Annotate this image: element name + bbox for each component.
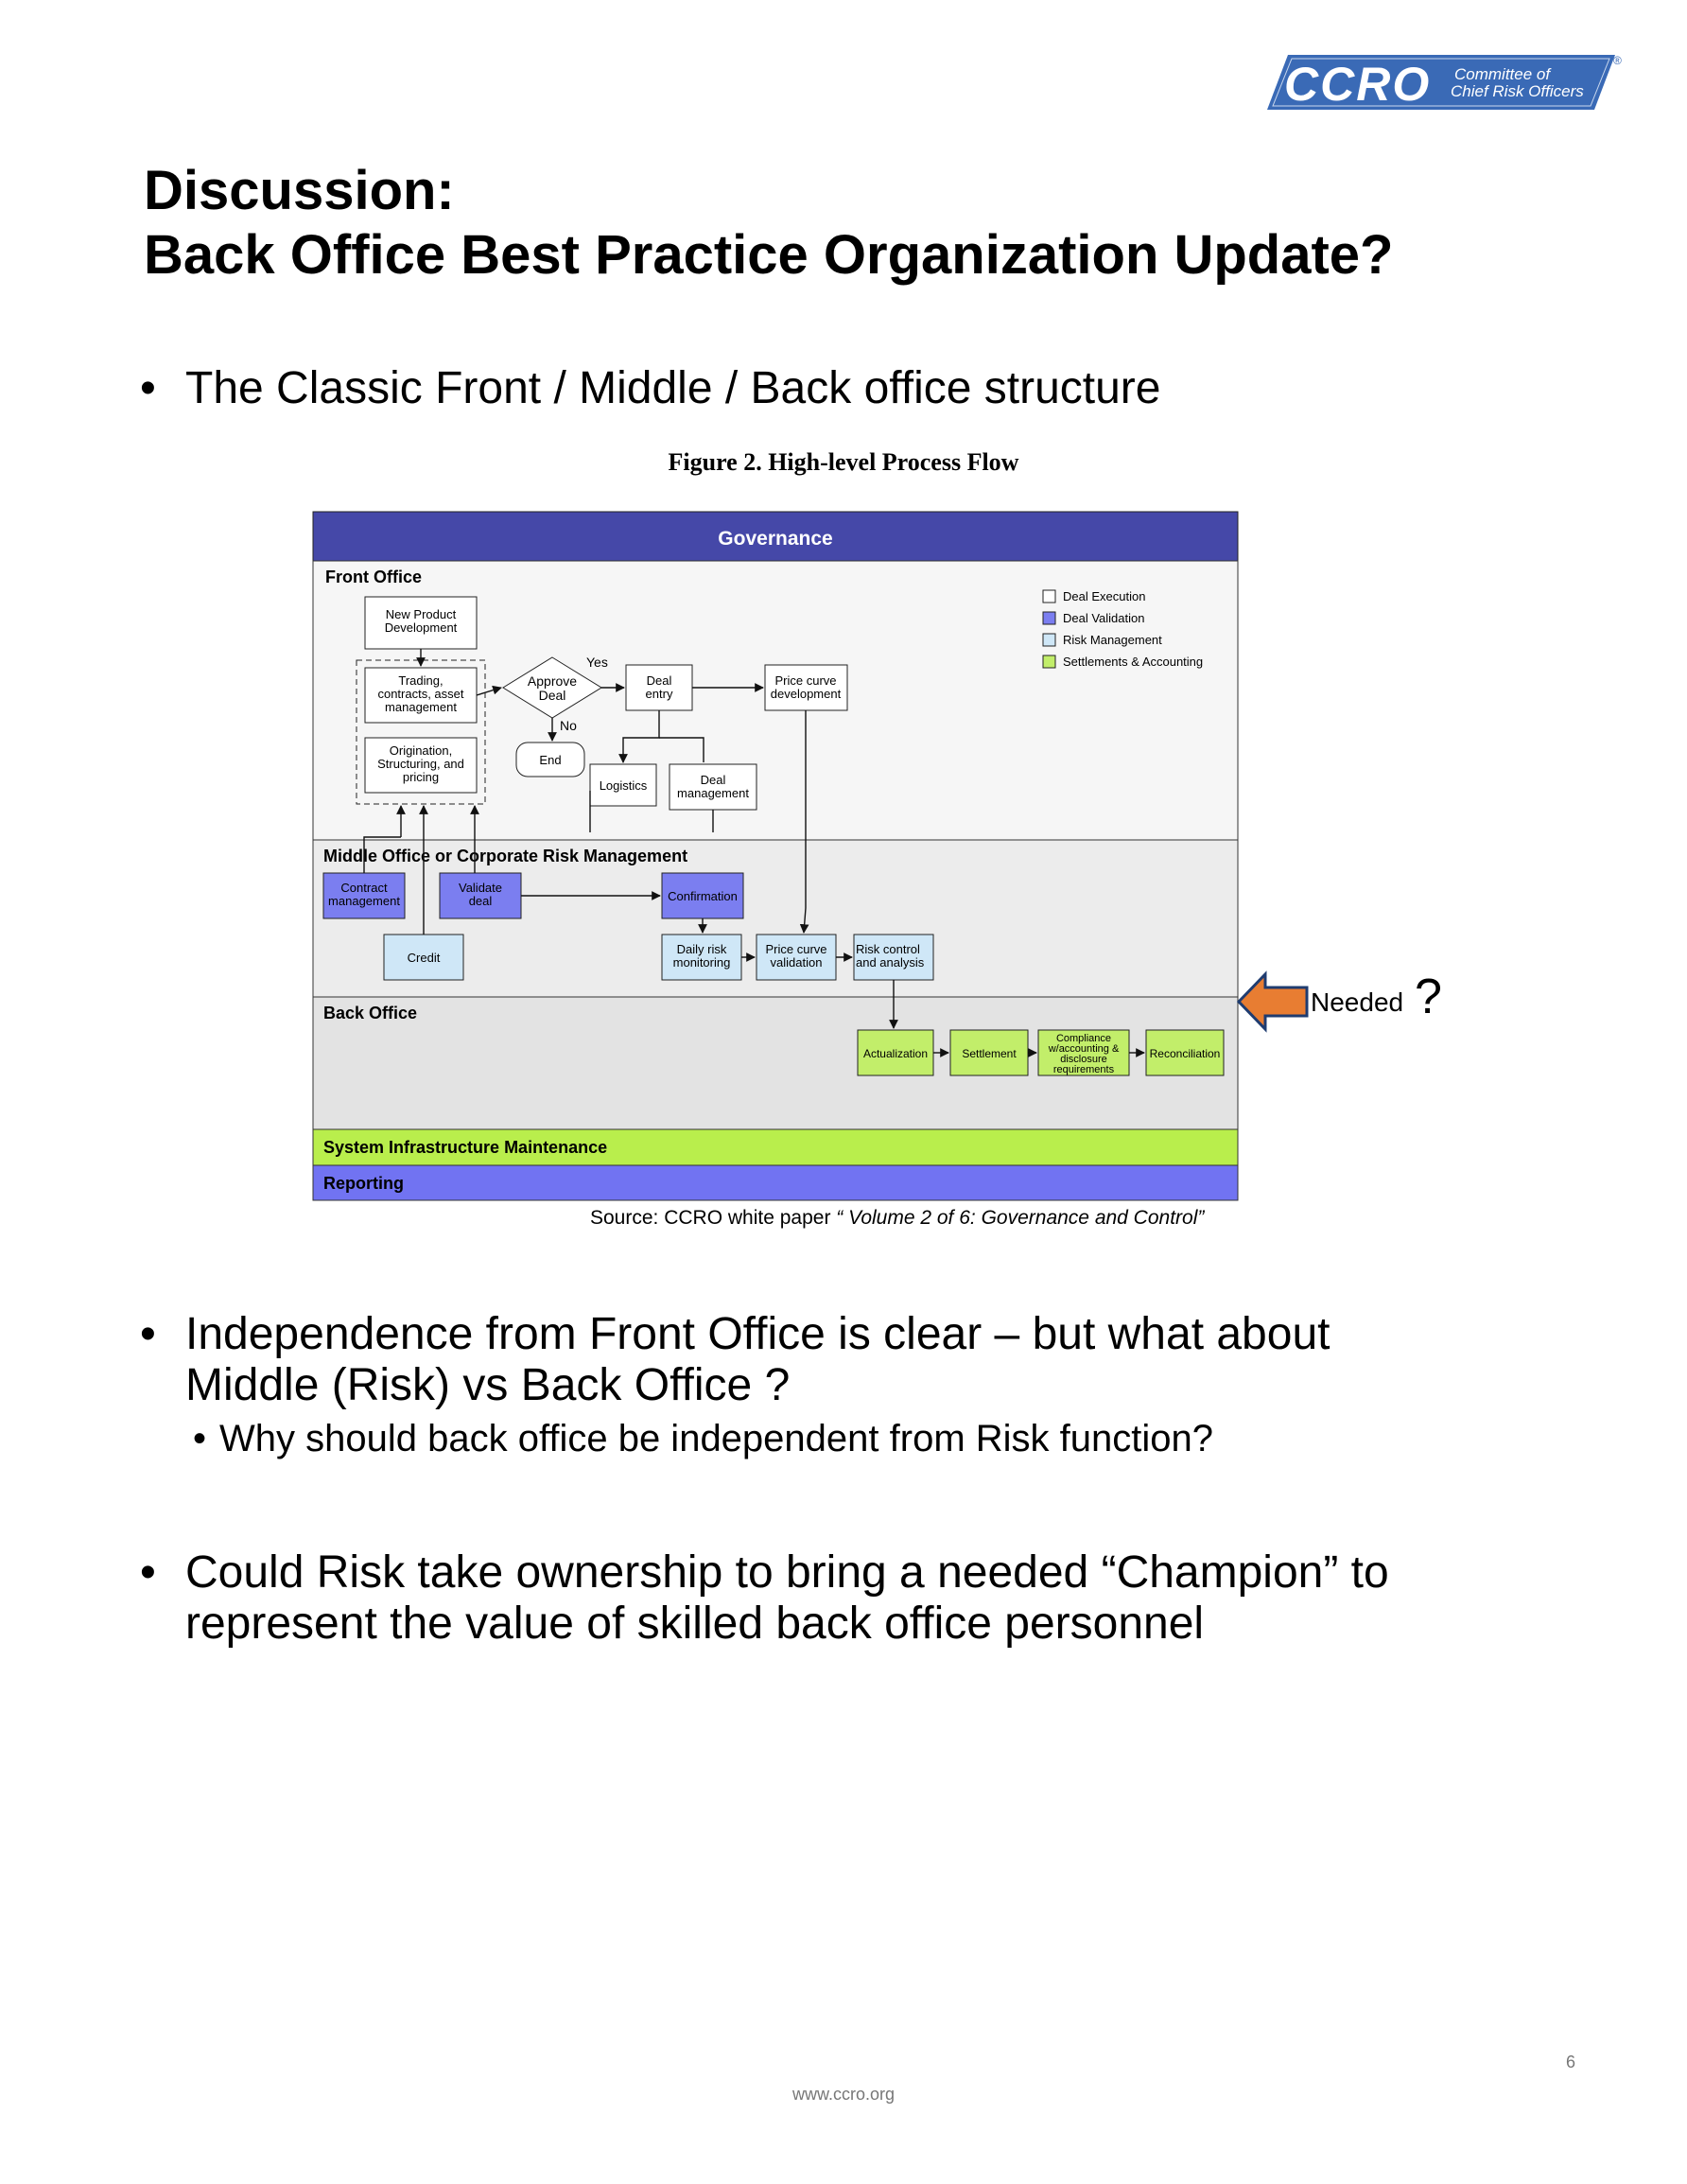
bullet-dot: • [140, 1309, 156, 1359]
title-line-2: Back Office Best Practice Organization Update? [144, 224, 1394, 286]
source-prefix: Source: CCRO white paper [590, 1207, 837, 1229]
trading-line-2: contracts, asset [377, 687, 464, 701]
bullet-2-line-2: Middle (Risk) vs Back Office ? [185, 1360, 791, 1410]
logo-tagline-1: Committee of [1454, 65, 1551, 83]
bullet-3-line-2: represent the value of skilled back office personnel [185, 1599, 1205, 1649]
back-office-label: Back Office [323, 1004, 418, 1022]
deal-entry-line-2: entry [645, 687, 673, 701]
origination-line-1: Origination, [389, 743, 453, 758]
origination-line-3: pricing [402, 770, 440, 784]
origination-line-2: Structuring, and [377, 757, 464, 771]
front-office-label: Front Office [325, 568, 422, 586]
validate-deal-line-2: deal [468, 894, 493, 908]
contract-mgmt-line-2: management [328, 894, 400, 908]
daily-risk-line-2: monitoring [672, 955, 731, 970]
footer-url: www.ccro.org [791, 2085, 896, 2104]
settlement-label: Settlement [962, 1047, 1017, 1060]
risk-control-line-1: Risk control [856, 942, 920, 956]
contract-mgmt-line-1: Contract [340, 881, 388, 895]
governance-label: Governance [718, 528, 833, 550]
logo-wordmark: CCRO [1284, 58, 1432, 111]
source-title: “ Volume 2 of 6: Governance and Control” [836, 1207, 1205, 1229]
reporting-band [313, 1165, 1238, 1200]
compliance-line-1: Compliance [1055, 1033, 1112, 1044]
middle-office-label: Middle Office or Corporate Risk Management [323, 847, 688, 865]
bullet-dot: • [140, 1547, 156, 1598]
title-line-1: Discussion: [144, 160, 455, 221]
legend-swatch-deal-execution [1043, 590, 1055, 603]
logistics-label: Logistics [599, 778, 648, 793]
validate-deal-line-1: Validate [458, 881, 503, 895]
credit-label: Credit [407, 951, 441, 965]
bullet-3-line-1: Could Risk take ownership to bring a needed “Champion” to [185, 1547, 1389, 1598]
trading-line-1: Trading, [398, 673, 443, 688]
bullet-1-text: The Classic Front / Middle / Back office structure [185, 363, 1161, 413]
trading-line-3: management [385, 700, 457, 714]
legend-swatch-deal-validation [1043, 612, 1055, 624]
legend-swatch-risk-management [1043, 634, 1055, 646]
no-label: No [560, 718, 577, 733]
actualization-label: Actualization [862, 1047, 929, 1060]
deal-entry-line-1: Deal [646, 673, 672, 688]
needed-question-mark: ? [1415, 970, 1442, 1024]
yes-label: Yes [586, 655, 608, 670]
needed-label: Needed [1311, 987, 1404, 1017]
new-product-line-2: Development [384, 620, 458, 635]
legend-risk-management: Risk Management [1063, 633, 1162, 647]
legend-settlements-accounting: Settlements & Accounting [1063, 655, 1204, 669]
page-title [144, 159, 1393, 288]
price-curve-dev-line-1: Price curve [774, 673, 837, 688]
reporting-label: Reporting [323, 1174, 404, 1193]
reconciliation-label: Reconciliation [1149, 1047, 1221, 1060]
confirmation-label: Confirmation [668, 889, 738, 903]
approve-line-2: Deal [538, 688, 566, 703]
sub-bullet-2-text: Why should back office be independent from Risk function? [219, 1418, 1213, 1459]
compliance-line-4: requirements [1052, 1064, 1115, 1075]
price-curve-dev-line-2: development [770, 687, 842, 701]
figure-source [590, 1207, 1204, 1230]
bullet-dot: • [140, 363, 156, 413]
price-curve-val-line-1: Price curve [765, 942, 827, 956]
logo-registered-mark: ® [1613, 54, 1622, 67]
system-infrastructure-label: System Infrastructure Maintenance [323, 1138, 608, 1157]
compliance-line-2: w/accounting & [1048, 1043, 1120, 1055]
page-number: 6 [1566, 2053, 1576, 2071]
figure-caption: Figure 2. High-level Process Flow [668, 448, 1019, 476]
risk-control-line-2: and analysis [856, 955, 925, 970]
bullet-2-line-1: Independence from Front Office is clear – but what about [185, 1309, 1330, 1359]
legend-swatch-settlements-accounting [1043, 655, 1055, 668]
new-product-line-1: New Product [385, 607, 457, 621]
sub-bullet-dot: • [193, 1418, 207, 1459]
logo-tagline-2: Chief Risk Officers [1451, 82, 1584, 100]
deal-mgmt-line-1: Deal [700, 773, 726, 787]
price-curve-val-line-2: validation [770, 955, 823, 970]
process-flow-diagram [312, 511, 1239, 1201]
daily-risk-line-1: Daily risk [676, 942, 727, 956]
legend-deal-validation: Deal Validation [1063, 611, 1145, 625]
compliance-line-3: disclosure [1060, 1054, 1107, 1065]
ccro-logo [1267, 53, 1626, 112]
approve-line-1: Approve [527, 673, 578, 689]
legend-deal-execution: Deal Execution [1063, 589, 1146, 603]
end-label: End [539, 753, 562, 767]
deal-mgmt-line-2: management [677, 786, 749, 800]
